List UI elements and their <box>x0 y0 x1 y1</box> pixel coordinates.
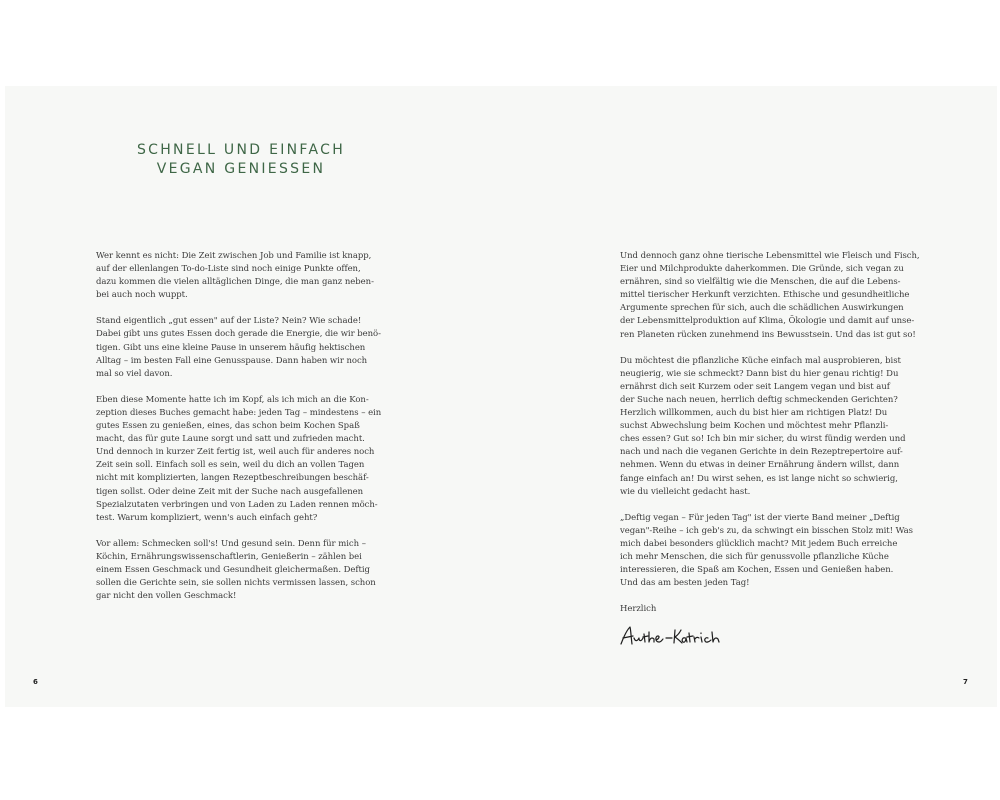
paragraph <box>96 394 386 525</box>
title-line-1: SCHNELL UND EINFACH <box>136 142 346 158</box>
text-line: Argumente sprechen für sich, auch die schädlichen Auswirkungen <box>620 303 904 314</box>
text-line: mal so viel davon. <box>96 368 173 379</box>
text-line: nehmen. Wenn du etwas in deiner Ernährung ändern willst, dann <box>620 460 900 471</box>
paragraph <box>620 355 920 499</box>
page-number-left: 6 <box>33 678 38 686</box>
text-line: Und dennoch ganz ohne tierische Lebensmittel wie Fleisch und Fisch, <box>620 251 920 261</box>
page-number-right: 7 <box>963 678 968 686</box>
text-line: Stand eigentlich „gut essen" auf der Liste? Nein? Wie schade! <box>96 316 362 327</box>
text-line: Du möchtest die pflanzliche Küche einfach mal ausprobieren, bist <box>620 355 901 366</box>
text-line: Und das am besten jeden Tag! <box>620 578 750 589</box>
text-line: interessieren, die Spaß am Kochen, Essen und Genießen haben. <box>620 565 894 576</box>
text-line: Vor allem: Schmecken soll's! Und gesund sein. Denn für mich – <box>96 538 366 549</box>
text-line: gar nicht den vollen Geschmack! <box>96 591 237 602</box>
text-line: Köchin, Ernährungswissenschaftlerin, Genießerin – zählen bei <box>96 551 362 562</box>
text-line: dazu kommen die vielen alltäglichen Dinge, die man ganz neben- <box>96 277 374 288</box>
handwritten-signature <box>618 622 740 650</box>
text-line: der Lebensmittelproduktion auf Klima, Ökologie und damit auf unse- <box>620 316 915 327</box>
text-line: Eben diese Momente hatte ich im Kopf, als ich mich an die Kon- <box>96 394 369 405</box>
text-line: ernährst dich seit Kurzem oder seit Langem vegan und bist auf <box>620 381 890 392</box>
text-line: Eier und Milchprodukte daherkommen. Die Gründe, sich vegan zu <box>620 264 904 275</box>
paragraph <box>620 512 920 591</box>
text-line: tigen. Gibt uns eine kleine Pause in unserem häufig hektischen <box>96 342 366 353</box>
text-line: test. Warum kompliziert, wenn's auch einfach geht? <box>96 512 318 523</box>
text-line: zeption dieses Buches gemacht habe: jeden Tag – mindestens – ein <box>96 407 382 418</box>
text-line: Spezialzutaten verbringen und von Laden zu Laden rennen möch- <box>96 499 378 510</box>
text-line: ren Planeten rücken zunehmend ins Bewusstsein. Und das ist gut so! <box>620 329 916 340</box>
text-line: „Deftig vegan – Für jeden Tag" ist der vierte Band meiner „Deftig <box>620 512 900 523</box>
text-line: Alltag – im besten Fall eine Genusspause. Dann haben wir noch <box>96 355 368 366</box>
text-line: mittel tierischer Herkunft verzichten. Ethische und gesundheitliche <box>620 290 910 301</box>
text-line: Dabei gibt uns gutes Essen doch gerade die Energie, die wir benö- <box>96 329 381 340</box>
paragraph <box>620 250 920 342</box>
text-line: gutes Essen zu genießen, eines, das schon beim Kochen Spaß <box>96 421 360 432</box>
paragraph <box>96 250 386 302</box>
text-line: macht, das für gute Laune sorgt und satt und zufrieden macht. <box>96 434 365 445</box>
text-line: Herzlich willkommen, auch du bist hier am richtigen Platz! Du <box>620 408 888 419</box>
right-text-column <box>620 250 920 629</box>
text-line: vegan"-Reihe – ich geb's zu, da schwingt ein bisschen Stolz mit! Was <box>620 525 913 536</box>
text-line: nicht mit komplizierten, langen Rezeptbeschreibungen beschäf- <box>96 473 369 484</box>
title-line-2: VEGAN GENIESSEN <box>156 161 326 177</box>
paragraph <box>96 315 386 380</box>
page-title <box>126 141 356 179</box>
text-line: nach und nach die veganen Gerichte in dein Rezeptrepertoire auf- <box>620 447 903 458</box>
text-line: Wer kennt es nicht: Die Zeit zwischen Job und Familie ist knapp, <box>96 251 372 261</box>
left-text-column <box>96 250 386 616</box>
text-line: einem Essen Geschmack und Gesundheit gleichermaßen. Deftig <box>96 564 370 575</box>
closing-greeting: Herzlich <box>620 604 657 615</box>
text-line: Und dennoch in kurzer Zeit fertig ist, weil auch für anderes noch <box>96 447 375 458</box>
text-line: sollen die Gerichte sein, sie sollen nichts vermissen lassen, schon <box>96 578 376 589</box>
text-line: der Suche nach neuen, herrlich deftig schmeckenden Gerichten? <box>620 394 898 405</box>
text-line: tigen sollst. Oder deine Zeit mit der Suche nach ausgefallenen <box>96 486 364 497</box>
paragraph <box>96 538 386 603</box>
text-line: mich dabei besonders glücklich macht? Mit jedem Buch erreiche <box>620 538 898 549</box>
text-line: neugierig, wie sie schmeckt? Dann bist du hier genau richtig! Du <box>620 368 899 379</box>
text-line: bei auch noch wuppt. <box>96 290 188 301</box>
text-line: ernähren, sind so vielfältig wie die Menschen, die auf die Lebens- <box>620 277 901 288</box>
text-line: ches essen? Gut so! Ich bin mir sicher, du wirst fündig werden und <box>620 434 906 445</box>
text-line: suchst Abwechslung beim Kochen und möchtest mehr Pflanzli- <box>620 421 889 432</box>
text-line: wie du vielleicht gedacht hast. <box>620 486 751 497</box>
text-line: Zeit sein soll. Einfach soll es sein, weil du dich an vollen Tagen <box>96 460 365 471</box>
text-line: ich mehr Menschen, die sich für genussvolle pflanzliche Küche <box>620 551 889 562</box>
text-line: fange einfach an! Du wirst sehen, es ist lange nicht so schwierig, <box>620 473 898 484</box>
text-line: auf der ellenlangen To-do-Liste sind noch einige Punkte offen, <box>96 264 361 275</box>
